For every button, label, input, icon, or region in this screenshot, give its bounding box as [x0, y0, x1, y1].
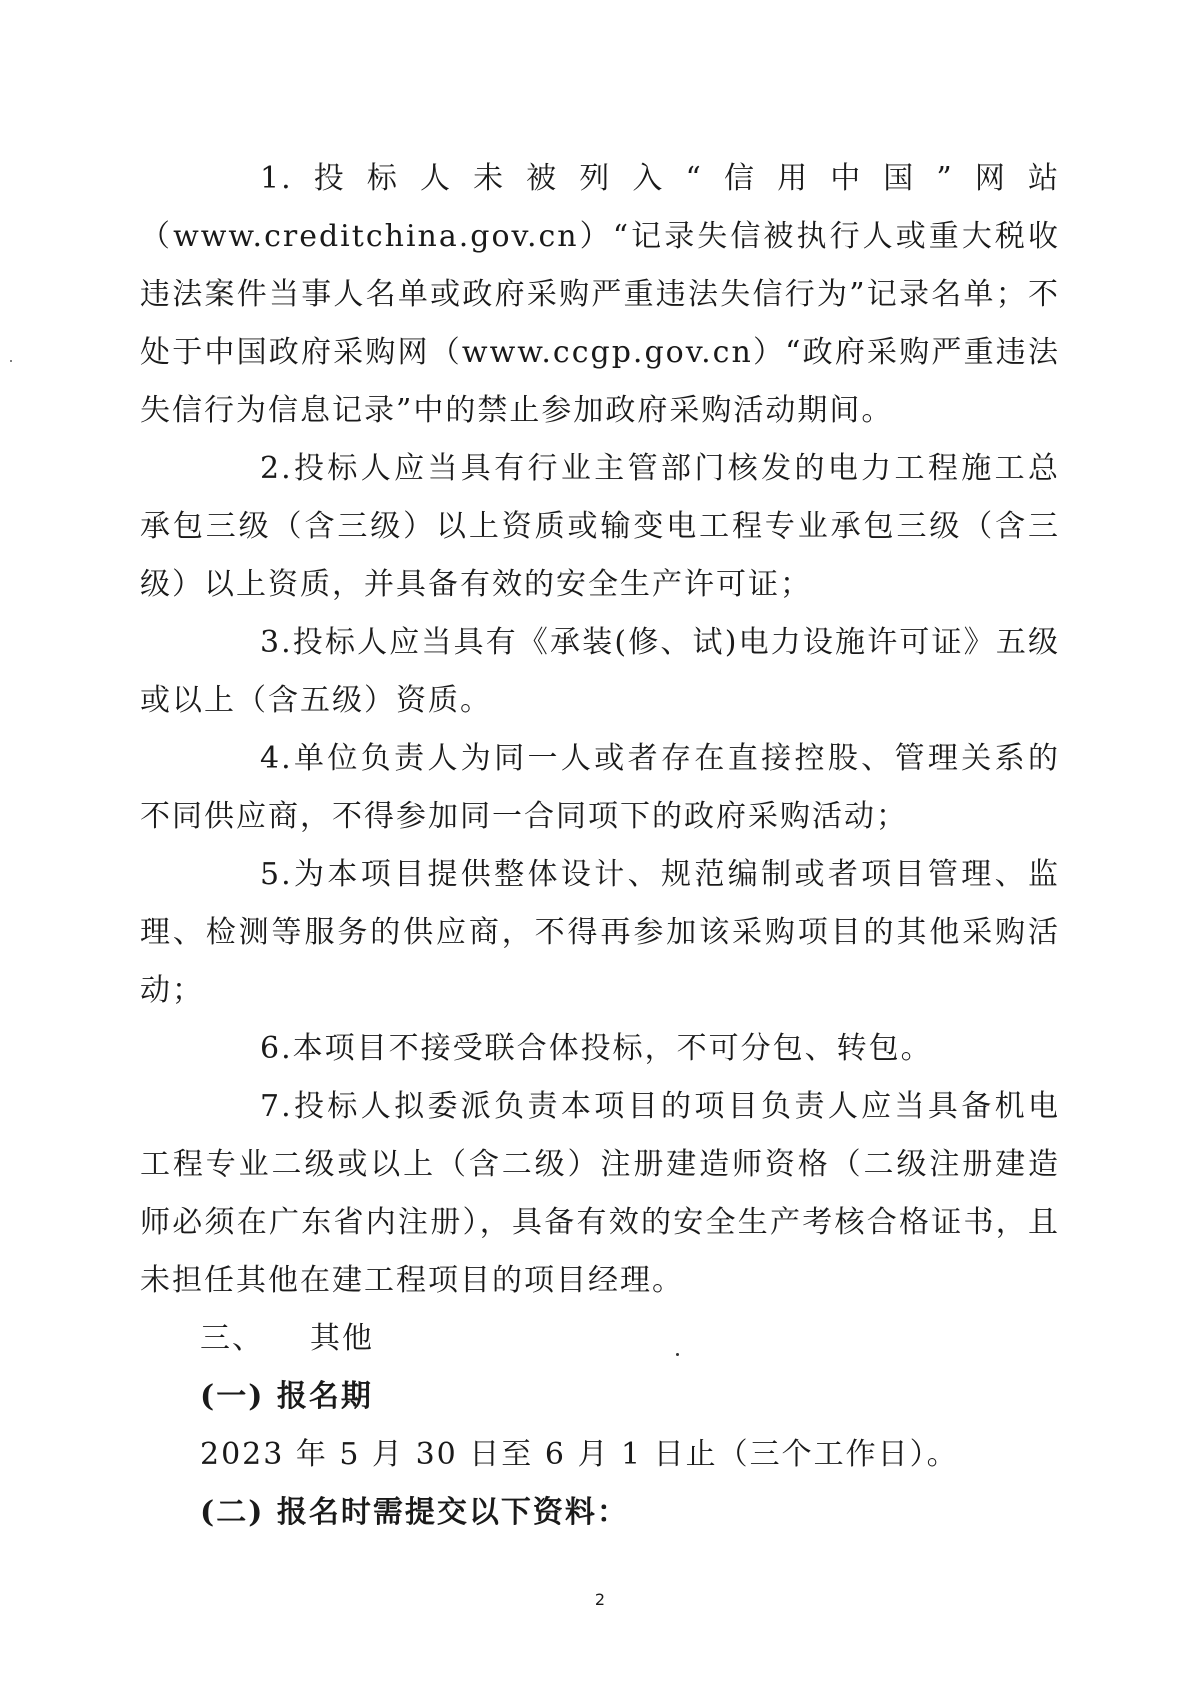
- requirement-item-5: [140, 846, 1060, 1020]
- requirement-item-1: [140, 150, 1060, 440]
- requirement-text: 投标人应当具有行业主管部门核发的电力工程施工总承包三级（含三级）以上资质或输变电工程专业承包三级（含三级）以上资质，并具备有效的安全生产许可证；: [140, 451, 1060, 602]
- requirement-number: 4.: [260, 741, 293, 776]
- requirement-item-4: [140, 730, 1060, 846]
- registration-materials-heading: (二) 报名时需提交以下资料：: [200, 1495, 629, 1530]
- requirement-text: 本项目不接受联合体投标，不可分包、转包。: [292, 1031, 933, 1066]
- requirement-number: 3.: [260, 625, 293, 660]
- registration-period-text: 2023 年 5 月 30 日至 6 月 1 日止（三个工作日）。: [200, 1437, 959, 1472]
- requirement-number: 5.: [260, 857, 293, 892]
- page-number: 2: [594, 1590, 606, 1609]
- requirement-text: 单位负责人为同一人或者存在直接控股、管理关系的不同供应商，不得参加同一合同项下的政府采购活动；: [140, 741, 1060, 834]
- requirement-text: 投标人未被列入“信用中国”网站（www.creditchina.gov.cn）“记录失信被执行人或重大税收违法案件当事人名单或政府采购严重违法失信行为”记录名单；不处于中国政府采购网（www.ccgp.gov.cn）“政府采购严重违法失信行为信息记录”中的禁止参加政府采购活动期间。: [140, 161, 1060, 428]
- section-three-heading: [140, 1310, 1060, 1368]
- requirement-number: 1.: [260, 161, 293, 196]
- requirement-item-2: [140, 440, 1060, 614]
- requirement-text: 为本项目提供整体设计、规范编制或者项目管理、监理、检测等服务的供应商，不得再参加该采购项目的其他采购活动；: [140, 857, 1060, 1008]
- requirement-item-6: [140, 1020, 1060, 1078]
- requirement-number: 2.: [260, 451, 293, 486]
- requirement-item-3: [140, 614, 1060, 730]
- margin-speck: [10, 360, 12, 362]
- requirement-text: 投标人拟委派负责本项目的项目负责人应当具备机电工程专业二级或以上（含二级）注册建造师资格（二级注册建造师必须在广东省内注册），具备有效的安全生产考核合格证书，且未担任其他在建工程项目的项目经理。: [140, 1089, 1060, 1298]
- registration-period-heading: (一) 报名期: [200, 1379, 373, 1414]
- requirement-number: 7.: [260, 1089, 293, 1124]
- requirement-item-7: [140, 1078, 1060, 1310]
- requirement-text: 投标人应当具有《承装(修、试)电力设施许可证》五级或以上（含五级）资质。: [140, 625, 1060, 718]
- stray-mark: [676, 1353, 679, 1356]
- requirement-number: 6.: [260, 1031, 293, 1066]
- section-title: 其他: [310, 1321, 374, 1356]
- document-body: [140, 150, 1060, 1542]
- section-number: 三、: [200, 1321, 264, 1356]
